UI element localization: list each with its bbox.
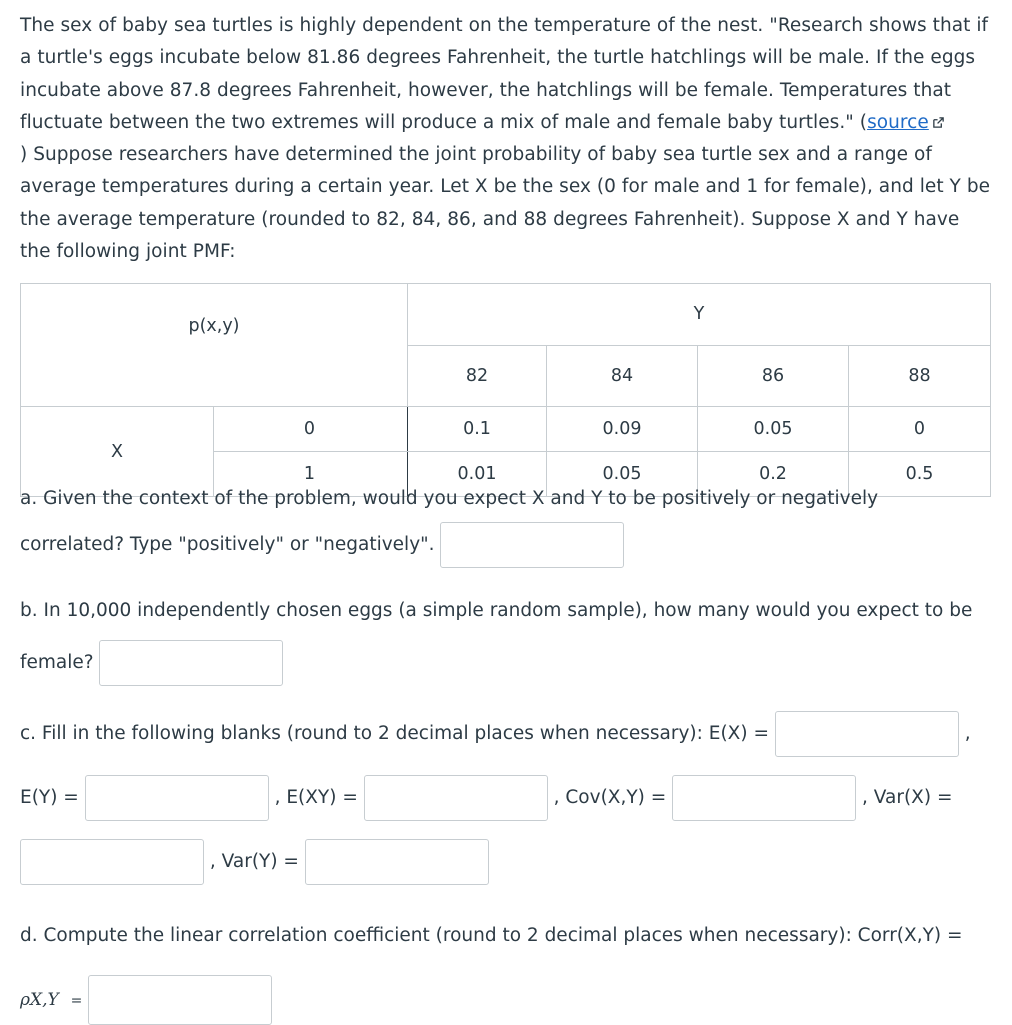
- expected-female-input[interactable]: [99, 640, 283, 686]
- correlation-direction-input[interactable]: [440, 522, 624, 568]
- pmf-cell: 0.2: [698, 452, 849, 497]
- pmf-cell: 0.05: [698, 407, 849, 452]
- varx-label: , Var(X) =: [862, 787, 953, 808]
- pmf-cell: 0.5: [849, 452, 991, 497]
- question-b-line2: female?: [20, 652, 94, 673]
- y-variable-label: Y: [408, 284, 991, 346]
- rho-equals: =: [70, 993, 83, 1009]
- x-value: 1: [214, 452, 408, 497]
- question-a-line1: a. Given the context of the problem, would you expect X and Y to be positively or negatively: [20, 488, 879, 509]
- pmf-cell: 0.09: [547, 407, 698, 452]
- question-b-line1: b. In 10,000 independently chosen eggs (a simple random sample), how many would you expect to be: [20, 600, 973, 621]
- question-d: [20, 913, 995, 1025]
- vary-input[interactable]: [305, 839, 489, 885]
- vary-label: , Var(Y) =: [209, 851, 299, 872]
- comma: ,: [964, 723, 971, 744]
- intro-text-end: ) Suppose researchers have determined the joint probability of baby sea turtle sex and a range of average temperatures during a certain year. Let X be the sex (0 for male and 1 for female), and let Y be the average temperature (rounded to 82, 84, 86, and 88 degrees Fahrenheit). Suppose X and Y have the following joint PMF:: [20, 144, 991, 263]
- x-value: 0: [214, 407, 408, 452]
- joint-pmf-table: [20, 283, 991, 497]
- ey-input[interactable]: [85, 775, 269, 821]
- question-c: [20, 711, 995, 885]
- question-d-prompt: d. Compute the linear correlation coefficient (round to 2 decimal places when necessary): Corr(X,Y) =: [20, 925, 963, 946]
- pmf-cell: 0.01: [408, 452, 547, 497]
- intro-text-start: The sex of baby sea turtles is highly dependent on the temperature of the nest. "Research shows that if a turtle's eggs incubate below 81.86 degrees Fahrenheit, the turtle hatchlings will be male. If the eggs incubate above 87.8 degrees Fahrenheit, however, the hatchlings will be female. Temperatures that fluctuate between the two extremes will produce a mix of male and female baby turtles." (: [20, 15, 989, 133]
- problem-statement: [20, 10, 995, 268]
- question-a: [20, 476, 995, 568]
- rho-label: ρX,Y: [20, 990, 59, 1010]
- y-value: 84: [547, 345, 698, 407]
- question-page: [20, 10, 995, 1010]
- x-variable-label: X: [21, 407, 214, 497]
- pmf-cell: 0: [849, 407, 991, 452]
- question-b: [20, 588, 995, 686]
- ex-input[interactable]: [775, 711, 959, 757]
- pmf-cell: 0.05: [547, 452, 698, 497]
- y-value: 86: [698, 345, 849, 407]
- external-link-icon: [932, 116, 945, 129]
- correlation-input[interactable]: [88, 975, 272, 1025]
- question-c-prompt: c. Fill in the following blanks (round to 2 decimal places when necessary): E(X) =: [20, 723, 769, 744]
- cov-input[interactable]: [672, 775, 856, 821]
- pmf-cell: 0.1: [408, 407, 547, 452]
- exy-label: , E(XY) =: [274, 787, 358, 808]
- source-link[interactable]: source: [867, 112, 945, 133]
- ey-label: E(Y) =: [20, 787, 79, 808]
- question-a-line2: correlated? Type "positively" or "negatively".: [20, 534, 435, 555]
- y-value: 88: [849, 345, 991, 407]
- cov-label: , Cov(X,Y) =: [553, 787, 667, 808]
- exy-input[interactable]: [364, 775, 548, 821]
- pmf-corner-label: p(x,y): [21, 284, 408, 407]
- varx-input[interactable]: [20, 839, 204, 885]
- y-value: 82: [408, 345, 547, 407]
